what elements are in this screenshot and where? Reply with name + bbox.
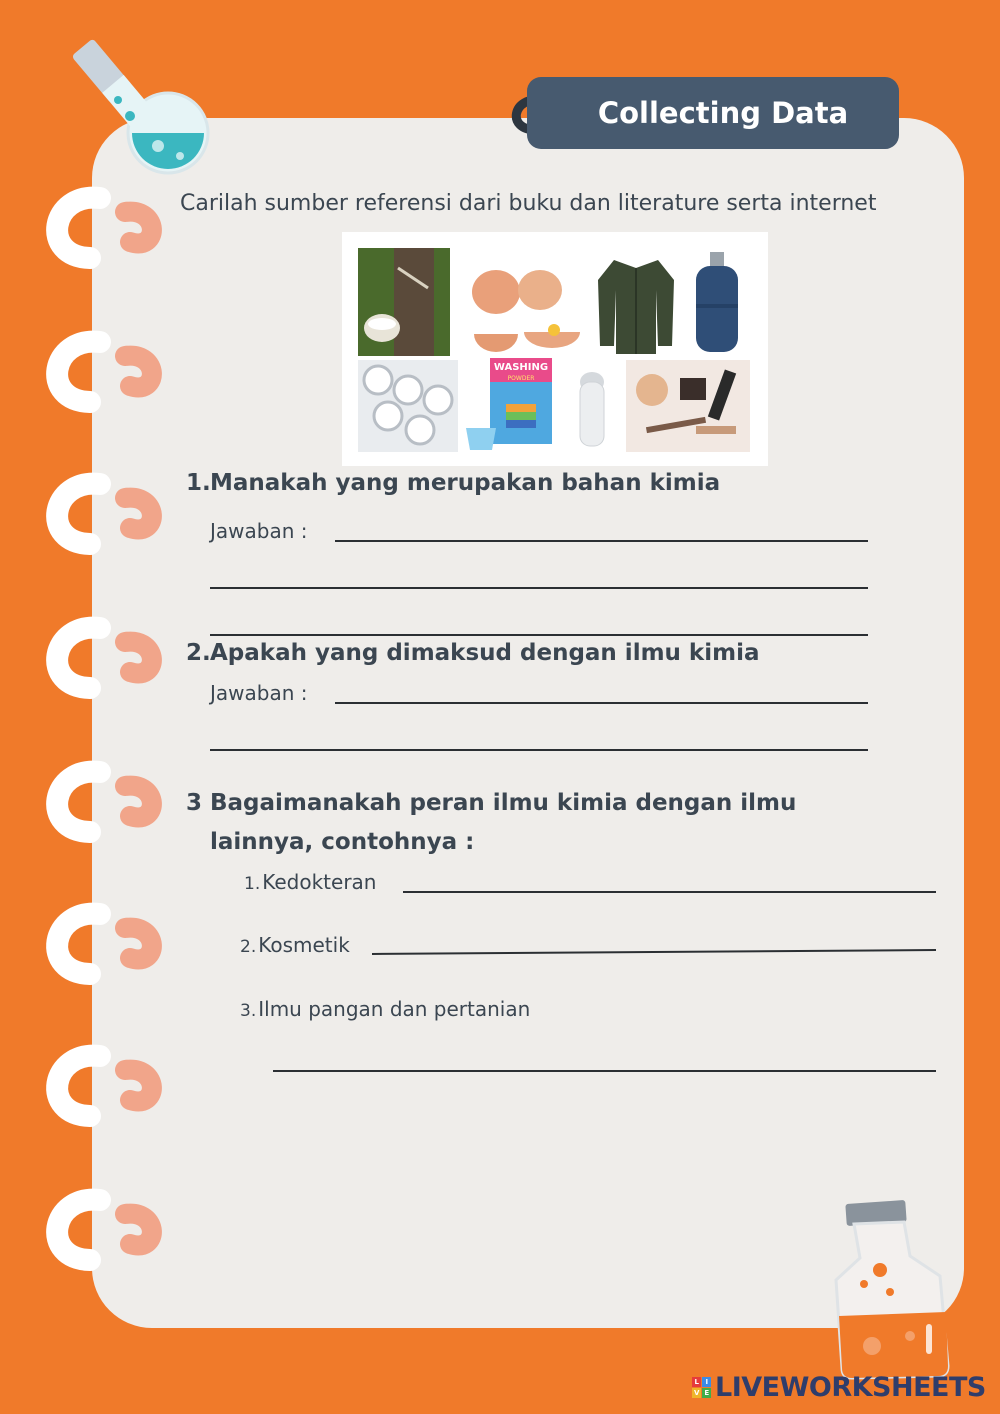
- page-title: Collecting Data: [597, 96, 849, 130]
- deodorant-icon: [564, 368, 620, 452]
- tilted-flask-icon: [40, 38, 210, 178]
- intro-text: Carilah sumber referensi dari buku dan literature serta internet: [180, 191, 877, 216]
- spiral-ring-icon: [30, 612, 165, 702]
- answer-line[interactable]: [273, 1070, 936, 1072]
- sub-item-number: 2.: [240, 937, 257, 957]
- pvc-pipes-icon: [358, 360, 458, 452]
- question-text: Bagaimanakah peran ilmu kimia dengan ilmu: [210, 790, 797, 816]
- jacket-icon: [594, 250, 678, 358]
- question-3-continuation: lainnya, contohnya :: [210, 829, 475, 855]
- sub-item-label: Kosmetik: [258, 933, 350, 957]
- answer-line[interactable]: [403, 891, 936, 893]
- spiral-ring-icon: [30, 182, 165, 272]
- answer-label: Jawaban :: [210, 519, 308, 543]
- gas-cylinder-icon: [686, 248, 748, 358]
- washing-powder-icon: [462, 354, 558, 454]
- sub-item-kosmetik: [240, 933, 350, 957]
- answer-label: Jawaban :: [210, 681, 308, 705]
- spiral-ring-icon: [30, 1184, 165, 1274]
- question-1: [186, 463, 720, 503]
- sub-item-label: Kedokteran: [262, 870, 377, 894]
- washing-label: WASHING: [493, 362, 549, 373]
- spiral-ring-icon: [30, 326, 165, 416]
- powder-label: POWDER: [507, 375, 535, 382]
- answer-line[interactable]: [210, 587, 868, 589]
- cosmetics-icon: [626, 360, 750, 452]
- question-number: 2.: [186, 640, 211, 666]
- brand-name: LIVEWORKSHEETS: [715, 1372, 986, 1403]
- question-2: [186, 633, 759, 673]
- liveworksheets-logo-icon: L I V E: [692, 1377, 711, 1398]
- sub-item-label: Ilmu pangan dan pertanian: [258, 997, 531, 1021]
- answer-line[interactable]: [210, 749, 868, 751]
- bottle-flask-icon: [820, 1196, 960, 1382]
- eggshells-icon: [456, 252, 588, 352]
- sub-item-kedokteran: [244, 870, 376, 894]
- liveworksheets-brand: [692, 1372, 986, 1403]
- sub-item-number: 3.: [240, 1001, 257, 1021]
- spiral-ring-icon: [30, 468, 165, 558]
- question-text: Apakah yang dimaksud dengan ilmu kimia: [210, 640, 760, 666]
- spiral-ring-icon: [30, 898, 165, 988]
- sub-item-number: 1.: [244, 874, 261, 894]
- spiral-ring-icon: [30, 1040, 165, 1130]
- spiral-ring-icon: [30, 756, 165, 846]
- question-number: 3: [186, 790, 203, 816]
- latex-tree-icon: [358, 248, 450, 356]
- answer-line[interactable]: [335, 540, 868, 542]
- question-text: Manakah yang merupakan bahan kimia: [210, 470, 721, 496]
- answer-line[interactable]: [335, 702, 868, 704]
- sub-item-ilmu-pangan: [240, 997, 530, 1021]
- question-number: 1.: [186, 470, 211, 496]
- image-collage: [342, 232, 768, 466]
- question-3: [186, 783, 796, 823]
- title-tab: [527, 77, 899, 149]
